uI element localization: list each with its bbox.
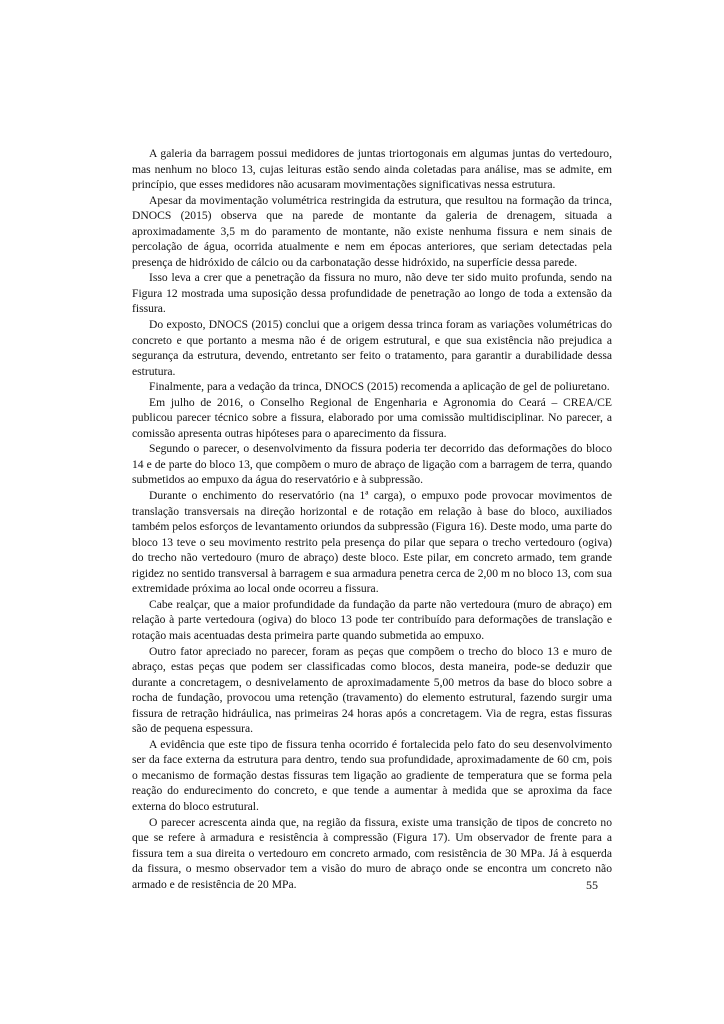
paragraph: Segundo o parecer, o desenvolvimento da fissura poderia ter decorrido das deformações do bloco 14 e de parte do bloco 13, que compõem o muro de abraço de ligação com a barragem de terra, quando submetidos ao empuxo da água do reservatório e à subpressão. — [132, 442, 612, 487]
paragraph: A evidência que este tipo de fissura tenha ocorrido é fortalecida pelo fato do seu desenvolvimento ser da face externa da estrutura para dentro, tendo sua profundidade, aproximadamente de 60 cm, pois o mecanismo de formação destas fissuras tem ligação ao gradiente de temperatura que se forma pela reação do endurecimento do concreto, e que tende a aumentar à medida que se aproxima da face externa do bloco estrutural. — [132, 737, 612, 813]
page-number: 55 — [586, 878, 598, 892]
paragraph: Isso leva a crer que a penetração da fissura no muro, não deve ter sido muito profunda, sendo na Figura 12 mostrada uma suposição dessa profundidade de penetração ao longo de toda a extensão da fissura. — [132, 271, 612, 316]
paragraph: Do exposto, DNOCS (2015) conclui que a origem dessa trinca foram as variações volumétricas do concreto e que portanto a mesma não é de origem estrutural, e que sua existência não prejudica a segurança da estrutura, devendo, entretanto ser feito o tratamento, para garantir a durabilidade dessa estrutura. — [132, 318, 612, 378]
paragraph: A galeria da barragem possui medidores de juntas triortogonais em algumas juntas do vertedouro, mas nenhum no bloco 13, cujas leituras estão sendo ainda coletadas para análise, mas se admite, em princípio, que esses medidores não acusaram movimentações significativas nessa estrutura. — [132, 147, 612, 192]
paragraph: Apesar da movimentação volumétrica restringida da estrutura, que resultou na formação da trinca, DNOCS (2015) observa que na parede de montante da galeria de drenagem, situada a aproximadamente 3,5 m do paramento de montante, não existe nenhuma fissura e nem sinais de percolação de água, ocorrida atualmente e nem em épocas anteriores, que seriam detectadas pela presença de hidróxido de cálcio ou da carbonatação desse hidróxido, na superfície dessa parede. — [132, 193, 612, 269]
paragraph: Em julho de 2016, o Conselho Regional de Engenharia e Agronomia do Ceará – CREA/CE publicou parecer técnico sobre a fissura, elaborado por uma comissão multidisciplinar. No parecer, a comissão apresenta outras hipóteses para o aparecimento da fissura. — [132, 395, 612, 440]
page-body — [132, 146, 612, 892]
paragraph: Cabe realçar, que a maior profundidade da fundação da parte não vertedoura (muro de abraço) em relação à parte vertedoura (ogiva) do bloco 13 pode ter contribuído para deformações de translação e rotação mais acentuadas desta primeira parte quando submetida ao empuxo. — [132, 597, 612, 642]
paragraph: Outro fator apreciado no parecer, foram as peças que compõem o trecho do bloco 13 e muro de abraço, estas peças que podem ser classificadas como blocos, desta maneira, pode-se deduzir que durante a concretagem, o desnivelamento de aproximadamente 5,00 metros da base do bloco sobre a rocha de fundação, provocou uma retenção (travamento) do elemento estrutural, fazendo surgir uma fissura de retração hidráulica, nas primeiras 24 horas após a concretagem. Via de regra, estas fissuras são de pequena espessura. — [132, 644, 612, 736]
paragraph: Durante o enchimento do reservatório (na 1ª carga), o empuxo pode provocar movimentos de translação transversais na direção horizontal e de rotação em relação à base do bloco, auxiliados também pelos esforços de levantamento oriundos da subpressão (Figura 16). Deste modo, uma parte do bloco 13 teve o seu movimento restrito pela presença do pilar que separa o trecho vertedouro (ogiva) do trecho não vertedouro (muro de abraço) deste bloco. Este pilar, em concreto armado, tem grande rigidez no sentido transversal à barragem e sua armadura penetra cerca de 2,00 m no bloco 13, com sua extremidade próxima ao local onde ocorreu a fissura. — [132, 489, 612, 596]
paragraph: O parecer acrescenta ainda que, na região da fissura, existe uma transição de tipos de concreto no que se refere à armadura e resistência à compressão (Figura 17). Um observador de frente para a fissura tem a sua direita o vertedouro em concreto armado, com resistência de 30 MPa. Já à esquerda da fissura, o mesmo observador tem a visão do muro de abraço onde se encontra um concreto não armado e de resistência de 20 MPa. — [132, 815, 612, 891]
paragraph: Finalmente, para a vedação da trinca, DNOCS (2015) recomenda a aplicação de gel de poliuretano. — [149, 380, 610, 394]
